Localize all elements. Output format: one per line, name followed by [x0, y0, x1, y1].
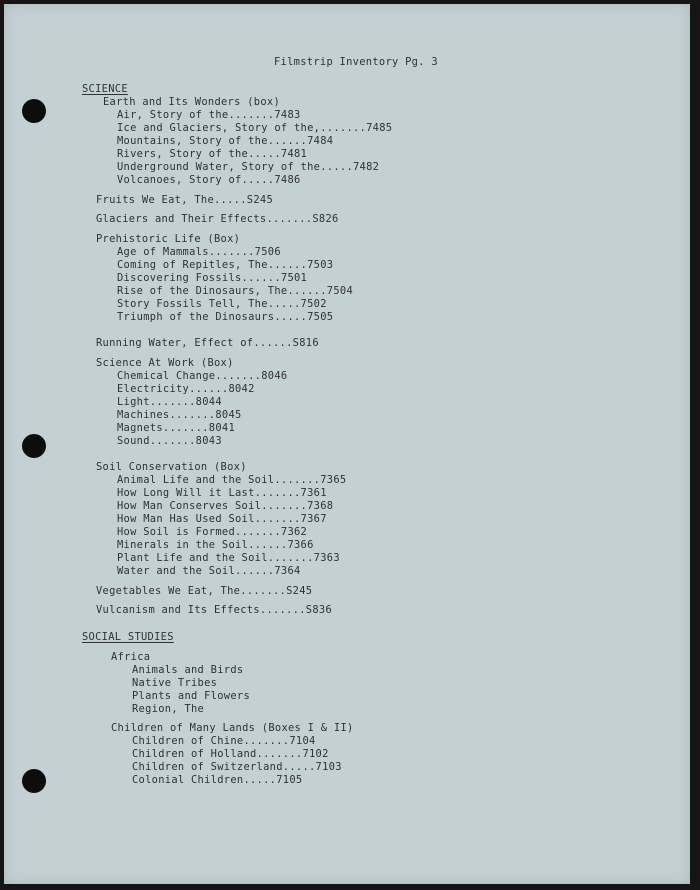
vulcanism-entry: Vulcanism and Its Effects.......S836	[96, 604, 333, 616]
list-item: How Man Conserves Soil.......7368	[117, 500, 334, 512]
list-item: Air, Story of the.......7483	[117, 109, 301, 121]
list-item: How Man Has Used Soil.......7367	[117, 513, 327, 525]
list-item: Volcanoes, Story of.....7486	[117, 174, 301, 186]
list-item: Rivers, Story of the.....7481	[117, 148, 308, 160]
prehistoric-life-title: Prehistoric Life (Box)	[96, 233, 241, 245]
list-item: Age of Mammals.......7506	[117, 246, 281, 258]
fruits-entry: Fruits We Eat, The.....S245	[96, 194, 274, 206]
list-item: Region, The	[132, 703, 205, 715]
vegetables-entry: Vegetables We Eat, The.......S245	[96, 585, 313, 597]
list-item: Electricity......8042	[117, 383, 255, 395]
list-item: Chemical Change.......8046	[117, 370, 288, 382]
list-item: How Soil is Formed.......7362	[117, 526, 308, 538]
list-item: Coming of Repitles, The......7503	[117, 259, 334, 271]
earth-wonders-title: Earth and Its Wonders (box)	[103, 96, 281, 108]
list-item: Animal Life and the Soil.......7365	[117, 474, 347, 486]
list-item: Mountains, Story of the......7484	[117, 135, 334, 147]
list-item: Ice and Glaciers, Story of the,.......7485	[117, 122, 393, 134]
list-item: Animals and Birds	[132, 664, 244, 676]
list-item: Story Fossils Tell, The.....7502	[117, 298, 327, 310]
page-header: Filmstrip Inventory Pg. 3	[274, 56, 438, 68]
science-at-work-title: Science At Work (Box)	[96, 357, 234, 369]
soil-conservation-title: Soil Conservation (Box)	[96, 461, 247, 473]
list-item: Native Tribes	[132, 677, 218, 689]
list-item: Rise of the Dinosaurs, The......7504	[117, 285, 354, 297]
list-item: Children of Switzerland.....7103	[132, 761, 342, 773]
list-item: Machines.......8045	[117, 409, 242, 421]
science-heading: SCIENCE	[82, 83, 128, 95]
children-many-lands-title: Children of Many Lands (Boxes I & II)	[111, 722, 354, 734]
list-item: Underground Water, Story of the.....7482	[117, 161, 380, 173]
list-item: Children of Chine.......7104	[132, 735, 316, 747]
paper-sheet	[4, 4, 690, 884]
list-item: Light.......8044	[117, 396, 222, 408]
list-item: Water and the Soil......7364	[117, 565, 301, 577]
list-item: Minerals in the Soil......7366	[117, 539, 314, 551]
list-item: How Long Will it Last.......7361	[117, 487, 327, 499]
glaciers-entry: Glaciers and Their Effects.......S826	[96, 213, 339, 225]
list-item: Magnets.......8041	[117, 422, 236, 434]
running-water-entry: Running Water, Effect of......S816	[96, 337, 319, 349]
social-studies-heading: SOCIAL STUDIES	[82, 631, 174, 643]
list-item: Sound.......8043	[117, 435, 222, 447]
africa-title: Africa	[111, 651, 151, 663]
list-item: Plant Life and the Soil.......7363	[117, 552, 340, 564]
list-item: Colonial Children.....7105	[132, 774, 303, 786]
typed-document	[4, 4, 690, 884]
list-item: Children of Holland.......7102	[132, 748, 329, 760]
list-item: Triumph of the Dinosaurs.....7505	[117, 311, 334, 323]
list-item: Discovering Fossils......7501	[117, 272, 308, 284]
list-item: Plants and Flowers	[132, 690, 251, 702]
